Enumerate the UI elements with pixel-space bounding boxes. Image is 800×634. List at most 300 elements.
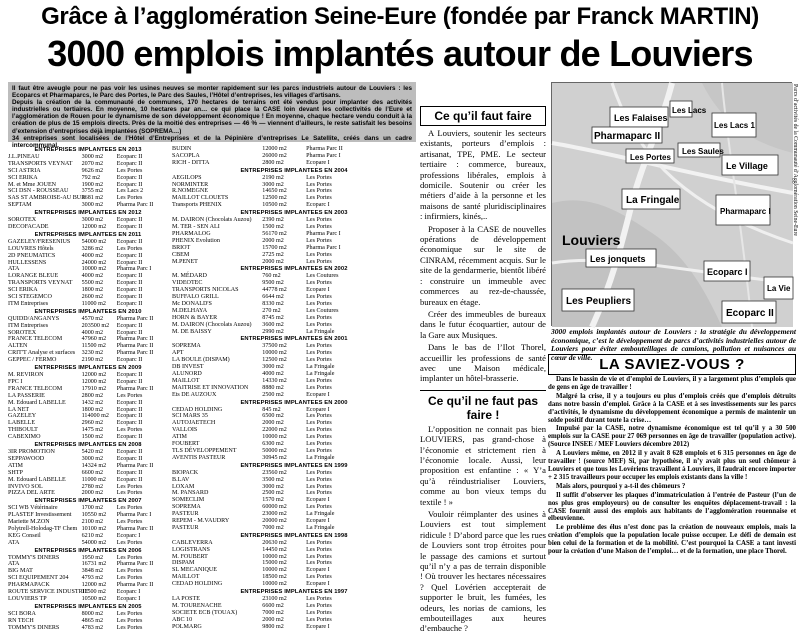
year-heading: ENTREPRISES IMPLANTEES EN 2011: [34, 231, 142, 238]
company-name: ABC 10: [172, 616, 193, 623]
surface: 5420 m2: [81, 448, 104, 455]
surface: 12000 m2: [81, 223, 107, 230]
company-row: [8, 239, 168, 246]
surface: 11500 m2: [81, 589, 106, 596]
company-name: BUFFALO GRILL: [172, 294, 219, 301]
zone: Les Portes: [116, 624, 143, 631]
saviez-paragraph: Mais alors, pourquoi y a-t-il des chômeurs ?: [556, 482, 686, 490]
surface: 10000 m2: [262, 350, 287, 357]
surface: 12000 m2: [81, 372, 107, 378]
surface: 792 m2: [81, 174, 101, 181]
company-row: [8, 168, 168, 175]
company-name: SOCIETE ECB (TOUAX): [172, 609, 238, 616]
company-row: [172, 301, 416, 308]
company-name: LABELLE: [8, 420, 36, 427]
surface: 10000 m2: [262, 581, 287, 588]
zone: Pharma Parc II: [116, 385, 154, 392]
zone: Les Portes: [306, 237, 332, 244]
company-name: Transports PHENIX: [172, 202, 222, 209]
company-row: [8, 393, 168, 400]
surface: 2000 m2: [262, 616, 284, 623]
zone: Ecopare I: [306, 567, 330, 574]
company-name: AVENTIS PASTEUR: [172, 454, 226, 461]
year-heading: ENTREPRISES IMPLANTEES EN 2000: [240, 399, 348, 406]
faire-paragraph: Créer des immeubles de bureaux dans le futur écoquartier, autour de la Gare aux Musiques.: [420, 308, 546, 340]
company-row: [172, 202, 416, 209]
surface: 114000 m2: [81, 413, 109, 420]
company-name: SHTP: [8, 469, 23, 476]
zone: Pharma Parc II: [116, 315, 154, 322]
surface: 1570 m2: [262, 497, 284, 504]
zone: Les Portes: [306, 300, 332, 307]
company-row: [8, 555, 168, 562]
zone: Ecoparc II: [116, 372, 143, 378]
surface: 6300 m2: [262, 441, 284, 448]
company-name: SCI STEGEMCO: [8, 294, 52, 301]
company-name: Mc DONALD'S: [172, 300, 212, 307]
company-name: LORANGE BLEUE: [8, 273, 59, 280]
company-name: VALLOIS: [172, 427, 198, 434]
zone: Pharma Parc II: [116, 202, 154, 209]
company-row: [172, 407, 416, 414]
company-name: SCI DSN - ROUSSEAU: [8, 188, 69, 195]
surface: 12500 m2: [262, 357, 287, 364]
surface: 2600 m2: [81, 294, 104, 301]
intro-paragraph: Il faut être aveugle pour ne pas voir les usines neuves se monter rapidement sur les parcs industriels autour de Louviers : les Ecoparcs et Pharmaparcs, le Parc des Portes, le Parc des Saules, l’Hôtel d’entreprises, les villages d’artisans.: [12, 85, 412, 100]
zone: Pharma Parc I: [306, 244, 341, 251]
map-caption: 3000 emplois implantés autour de Louviers : la stratégie du développement économique, c’est le développement de parcs d’activités industrielles autour de Louviers pour éviter embouteillages de camions, pollution et nuisances au cœur de ville.: [551, 327, 796, 363]
company-name: HORN & BAYER: [172, 314, 218, 321]
zone: Pharma Parc II: [306, 146, 343, 152]
company-row: [172, 195, 416, 202]
company-name: ATIM: [172, 434, 187, 441]
company-row: [8, 618, 168, 625]
year-heading: ENTREPRISES IMPLANTEES EN 2010: [34, 308, 142, 315]
surface: 7000 m2: [262, 524, 284, 531]
company-name: B.LAV: [172, 476, 190, 483]
zone: La Fringale: [306, 371, 335, 377]
surface: 4000 m2: [81, 252, 104, 259]
ne-pas-faire-heading: Ce qu’il ne faut pas faire !: [420, 390, 546, 422]
company-name: M. DAIRON (Chocolats Auzou): [172, 321, 252, 328]
company-row: [172, 596, 416, 603]
year-heading: ENTREPRISES IMPLANTEES EN 2005: [34, 603, 142, 610]
company-row: [8, 280, 168, 287]
company-name: TLS DÉVELOPPEMENT: [172, 447, 237, 454]
surface: 12000 m2: [81, 582, 107, 589]
surface: 4865 m2: [81, 617, 104, 624]
company-row: [8, 195, 168, 202]
surface: 10500 m2: [81, 596, 107, 602]
zone: Les Portes: [306, 469, 332, 476]
company-row: [172, 624, 416, 631]
surface: 3000 m2: [262, 483, 284, 490]
company-name: M. DE BAISSY: [172, 328, 212, 335]
surface: 3848 m2: [81, 568, 104, 575]
company-row: [172, 371, 416, 378]
company-row: [8, 449, 168, 456]
zone: Les Portes: [116, 575, 143, 582]
company-row: [8, 456, 168, 463]
company-row: [8, 323, 168, 330]
company-name: SOROTEX: [8, 217, 37, 224]
map-label-portes: Les Portes: [630, 153, 671, 162]
zone: Ecoparc II: [116, 413, 143, 420]
surface: 9500 m2: [262, 280, 284, 287]
company-row: [172, 280, 416, 287]
surface: 30945 m2: [262, 454, 287, 461]
zone: Ecoparc II: [116, 322, 143, 329]
surface: 2000 m2: [262, 420, 284, 427]
zone: Les Portes: [116, 167, 143, 174]
company-row: [172, 490, 416, 497]
header: [0, 0, 800, 78]
surface: 6600 m2: [262, 602, 284, 609]
surface: 2070 m2: [81, 160, 104, 167]
surface: 2000 m2: [262, 258, 284, 265]
company-row: [172, 287, 416, 294]
company-row: [172, 427, 416, 434]
saviez-paragraph: Il suffit d’observer les plaques d’immatriculation à l’entrée de Pasteur (l’un de nos plus gros employeurs) ou de consulter les enquêtes déplacement-travail : la CASE fournit aussi des emplois aux habitants de l’agglomération rouennaise et elbeuvienne.: [548, 491, 796, 523]
company-name: AEGILOPS: [172, 174, 202, 181]
company-row: [172, 322, 416, 329]
company-row: [172, 273, 416, 280]
surface: 2000 m2: [81, 490, 104, 497]
surface: 1900 m2: [81, 181, 104, 188]
company-name: PASTEUR: [172, 511, 199, 518]
zone: Les Portes: [116, 617, 143, 624]
zone: Ecoparc II: [116, 273, 143, 280]
map-label-ecoparc1: Ecoparc I: [707, 267, 748, 277]
surface: 2190 m2: [262, 174, 284, 181]
surface: 9800 m2: [262, 623, 284, 630]
surface: 2190 m2: [81, 357, 104, 364]
surface: 17910 m2: [81, 385, 107, 392]
surface: 3230 m2: [81, 350, 104, 357]
surface: 760 m2: [262, 273, 281, 280]
company-row: [8, 266, 168, 273]
zone: La Fringale: [306, 454, 335, 461]
company-row: [172, 455, 416, 462]
surface: 8330 m2: [262, 300, 284, 307]
company-name: PHARMALOG: [172, 230, 211, 237]
surface: 3000 m2: [81, 153, 104, 160]
company-row: [8, 463, 168, 470]
company-row: [8, 540, 168, 547]
company-row: [172, 547, 416, 554]
company-name: GEPPEC / FERMO: [8, 357, 57, 364]
company-name: ATA: [8, 561, 20, 568]
year-heading: ENTREPRISES IMPLANTEES EN 2006: [34, 547, 142, 554]
surface: 50000 m2: [262, 447, 287, 454]
company-name: M. REVIRON: [8, 372, 44, 378]
company-name: SOMECLIM: [172, 497, 205, 504]
company-row: [172, 315, 416, 322]
company-name: LOGISTRANS: [172, 546, 210, 553]
zone: Pharma Parc II: [116, 561, 154, 568]
company-name: SCI ASTRIA: [8, 167, 41, 174]
zone: Ecopare I: [306, 287, 330, 294]
zone: Les Portes: [306, 553, 332, 560]
company-name: REPEM - M.VAUDRY: [172, 518, 230, 525]
zone: Ecoparc II: [116, 238, 143, 245]
company-row: [8, 400, 168, 407]
zone: Les Portes: [306, 504, 332, 511]
map-label-louviers: Louviers: [562, 232, 621, 248]
surface: 9626 m2: [81, 167, 104, 174]
company-name: ROUTE SERVICE INDUSTRIE: [8, 589, 89, 596]
company-row: [8, 611, 168, 618]
surface: 26000 m2: [262, 152, 287, 159]
zone: Pharma Parc II: [116, 462, 154, 469]
company-name: SOPREMA: [172, 504, 201, 511]
surface: 2800 m2: [81, 392, 104, 399]
surface: 56170 m2: [262, 230, 287, 237]
company-row: [8, 420, 168, 427]
company-name: INVIVO SOL: [8, 483, 43, 490]
zone: Ecoparc II: [116, 280, 143, 287]
map-label-lacs: Les Lacs: [672, 106, 707, 115]
company-row: [172, 343, 416, 350]
surface: 2780 m2: [81, 483, 104, 490]
zone: Ecoparc I: [116, 596, 141, 602]
company-name: SCI ERIKA: [8, 174, 38, 181]
map-label-levillage: Le Village: [726, 161, 768, 171]
surface: 4000 m2: [262, 371, 284, 377]
company-row: [8, 182, 168, 189]
zone: Ecoparc II: [116, 399, 143, 406]
surface: 2960 m2: [81, 420, 104, 427]
surface: 14450 m2: [262, 546, 287, 553]
company-row: [172, 294, 416, 301]
company-name: M. FOUBERT: [172, 553, 208, 560]
company-row: [8, 379, 168, 386]
company-row: [8, 575, 168, 582]
company-name: M. MÉDARD: [172, 273, 207, 280]
company-row: [172, 567, 416, 574]
surface: 3286 m2: [81, 245, 104, 252]
saviez-paragraph: Dans le bassin de vie et d’emploi de Louviers, il y a largement plus d’emplois que de gens en âge de travailler !: [548, 376, 796, 391]
company-row: [172, 420, 416, 427]
company-name: TRANSPORTS NICOLAS: [172, 287, 239, 294]
zone: Les Portes: [306, 434, 332, 441]
surface: 10000 m2: [81, 266, 107, 273]
zone: Ecoparc II: [116, 259, 143, 266]
surface: 12000 m2: [262, 146, 287, 152]
surface: 23560 m2: [262, 469, 287, 476]
surface: 4783 m2: [81, 624, 104, 631]
zone: Les Portes: [116, 610, 143, 617]
company-row: [8, 202, 168, 209]
company-row: [172, 357, 416, 364]
company-row: [8, 217, 168, 224]
company-name: DISPAM: [172, 560, 195, 567]
company-name: APT: [172, 350, 184, 357]
zone: Ecoparc II: [116, 287, 143, 294]
company-row: [172, 560, 416, 567]
company-row: [172, 245, 416, 252]
company-name: SCI ERIKA: [8, 287, 38, 294]
surface: 18500 m2: [262, 574, 287, 581]
faire-heading: Ce qu’il faut faire: [420, 106, 546, 126]
zone: Pharma Parc II: [116, 350, 154, 357]
company-row: [8, 526, 168, 533]
zone: Les Coutures: [306, 273, 339, 280]
company-name: M. PANSARD: [172, 490, 209, 497]
zone: Les Portes: [116, 505, 143, 512]
company-name: BIG MAT: [8, 568, 33, 575]
surface: 20630 m2: [262, 539, 287, 546]
surface: 14324 m2: [81, 462, 107, 469]
company-name: SL MECANIQUE: [172, 567, 217, 574]
surface: 5500 m2: [81, 280, 104, 287]
surface: 10000 m2: [262, 553, 287, 560]
zone: Les Portes: [306, 539, 332, 546]
company-row: [172, 434, 416, 441]
company-row: [8, 301, 168, 308]
company-name: TOMMY'S DINERS: [8, 554, 60, 561]
company-row: [172, 477, 416, 484]
company-row: [8, 294, 168, 301]
company-name: NORMINTER: [172, 181, 209, 188]
zone: Les Portes: [306, 280, 332, 287]
surface: 203500 m2: [81, 322, 110, 329]
zone: Ecoparc II: [116, 217, 143, 224]
zone: Les Portes: [306, 483, 332, 490]
company-row: [172, 574, 416, 581]
company-name: LA POSTE: [172, 596, 200, 602]
company-name: SOROTEX: [8, 329, 37, 336]
company-name: SEPPAWOOD: [8, 455, 45, 462]
company-row: [8, 357, 168, 364]
company-name: ALTEN: [8, 343, 28, 350]
zone: Les Portes: [306, 258, 332, 265]
company-row: [8, 188, 168, 195]
zone: Pharma Parc II: [116, 525, 154, 532]
surface: 11000 m2: [81, 300, 106, 307]
surface: 15000 m2: [262, 560, 287, 567]
zone: Les Portes: [306, 427, 332, 434]
saviez-heading: LA SAVIEZ-VOUS ?: [548, 354, 796, 375]
map-label-jonquets: Les jonquets: [590, 254, 646, 264]
company-row: [8, 596, 168, 603]
zone: Pharma Parc I: [306, 230, 341, 237]
parks-map: [551, 82, 792, 326]
company-name: ATA: [8, 539, 20, 546]
zone: Les Portes: [306, 476, 332, 483]
company-row: [8, 154, 168, 161]
company-row: [8, 260, 168, 267]
surface: 10500 m2: [262, 202, 287, 209]
company-name: R.NOMEGNE: [172, 188, 209, 195]
surface: 6600 m2: [81, 469, 104, 476]
company-name: PLASTEF Investissement: [8, 512, 72, 519]
surface: 2100 m2: [81, 519, 104, 526]
surface: 2000 m2: [262, 237, 284, 244]
company-row: [8, 413, 168, 420]
zone: Les Portes: [306, 413, 332, 420]
surface: 16731 m2: [81, 561, 107, 568]
zone: La Fringale: [306, 511, 335, 518]
surface: 10550 m2: [81, 512, 107, 519]
surface: 1500 m2: [81, 434, 104, 441]
zone: Ecoparc II: [116, 294, 143, 301]
zone: Les Portes: [116, 568, 143, 575]
company-row: [8, 316, 168, 323]
company-name: CABEXIMO: [8, 434, 41, 441]
zone: Ecoparc II: [116, 181, 143, 188]
company-row: [172, 603, 416, 610]
company-name: PHARMAPACK: [8, 582, 50, 589]
company-name: RICH - DITTA: [172, 159, 210, 166]
surface: 6210 m2: [81, 532, 104, 539]
zone: Les Portes: [306, 174, 332, 181]
faire-paragraph: A Louviers, soutenir les secteurs existants, porteurs d’emplois : artisanat, TPE, PME. Le secteur tertiaire : commerce, bureaux, professions libérales, emplois à domicile. Soutenir ou créer les métiers d’aide à la personne et les maisons de santé pluridisciplinaires : infirmiers, kinés,..: [420, 128, 546, 222]
surface: 3000 m2: [81, 455, 104, 462]
company-name: SCI BORA: [8, 610, 36, 617]
zone: Les Portes: [306, 195, 332, 202]
company-row: [172, 448, 416, 455]
faire-paragraph: Proposer à la CASE de nouvelles opérations de développement économique sur le site de CINRAM, récemment acquis. Sur le site de la gendarmerie, bientôt libéré : construire un immeuble avec commerces au rez-de-chaussée, bureaux en étage.: [420, 223, 546, 307]
zone: Les Portes: [306, 596, 332, 602]
company-row: [8, 477, 168, 484]
map-label-saules: Les Saules: [682, 147, 724, 156]
surface: 14650 m2: [262, 188, 287, 195]
faire-column: [420, 106, 546, 634]
year-heading: ENTREPRISES IMPLANTEES EN 2013: [34, 147, 142, 153]
company-name: Ets DE AUZOUX: [172, 391, 217, 398]
company-list-column-1: [8, 146, 168, 631]
saviez-paragraph: A Louviers même, en 2012 il y avait 8 628 emplois et 6 315 personnes en âge de travailler ! (source MEF) Si, par hypothèse, il n’y avait plus un seul chômeur à Louviers et que tous les Lovériens travaillent à Louviers, il faudrait encore importer + 2 315 travailleurs pour occuper les emplois existants dans la ville !: [548, 450, 796, 481]
surface: 2990 m2: [262, 328, 284, 335]
surface: 4000 m2: [81, 329, 104, 336]
surface: 3000 m2: [262, 364, 284, 371]
company-row: [8, 386, 168, 393]
company-row: [8, 625, 168, 632]
zone: La Fringale: [306, 328, 335, 335]
company-row: [172, 175, 416, 182]
company-name: DECOFACADE: [8, 223, 49, 230]
company-name: M. Edouard LABELLE: [8, 476, 66, 483]
surface: 8000 m2: [81, 610, 104, 617]
year-heading: ENTREPRISES IMPLANTEES EN 1997: [240, 589, 348, 596]
company-row: [172, 224, 416, 231]
zone: Les Portes: [306, 616, 332, 623]
zone: Les Portes: [306, 217, 332, 224]
intro-paragraph: 34 entreprises sont localisées de l’Hôtel d’Entreprises et de la Pépinière d’entreprises Le Satellite, créés dans un cadre intercommunal.: [12, 134, 412, 149]
zone: Les Lacs 2: [116, 188, 144, 195]
company-name: VIDEOTEC: [172, 280, 203, 287]
surface: 1475 m2: [81, 427, 104, 434]
surface: 60000 m2: [262, 504, 287, 511]
surface: 11000 m2: [81, 476, 106, 483]
surface: 1432 m2: [81, 399, 104, 406]
company-row: [172, 511, 416, 518]
company-row: [172, 540, 416, 547]
company-name: SCI MARS 35: [172, 413, 208, 420]
zone: Ecopare I: [306, 391, 330, 398]
company-row: [8, 287, 168, 294]
company-name: MAILLOT: [172, 377, 200, 384]
surface: 2800 m2: [262, 159, 284, 166]
company-row: [172, 146, 416, 153]
company-row: [172, 518, 416, 525]
company-list-column-2: [172, 146, 416, 630]
surface: 4793 m2: [81, 575, 104, 582]
company-row: [172, 610, 416, 617]
surface: 845 m2: [262, 406, 281, 413]
company-name: CRIT'T Analyse et surfaces: [8, 350, 76, 357]
